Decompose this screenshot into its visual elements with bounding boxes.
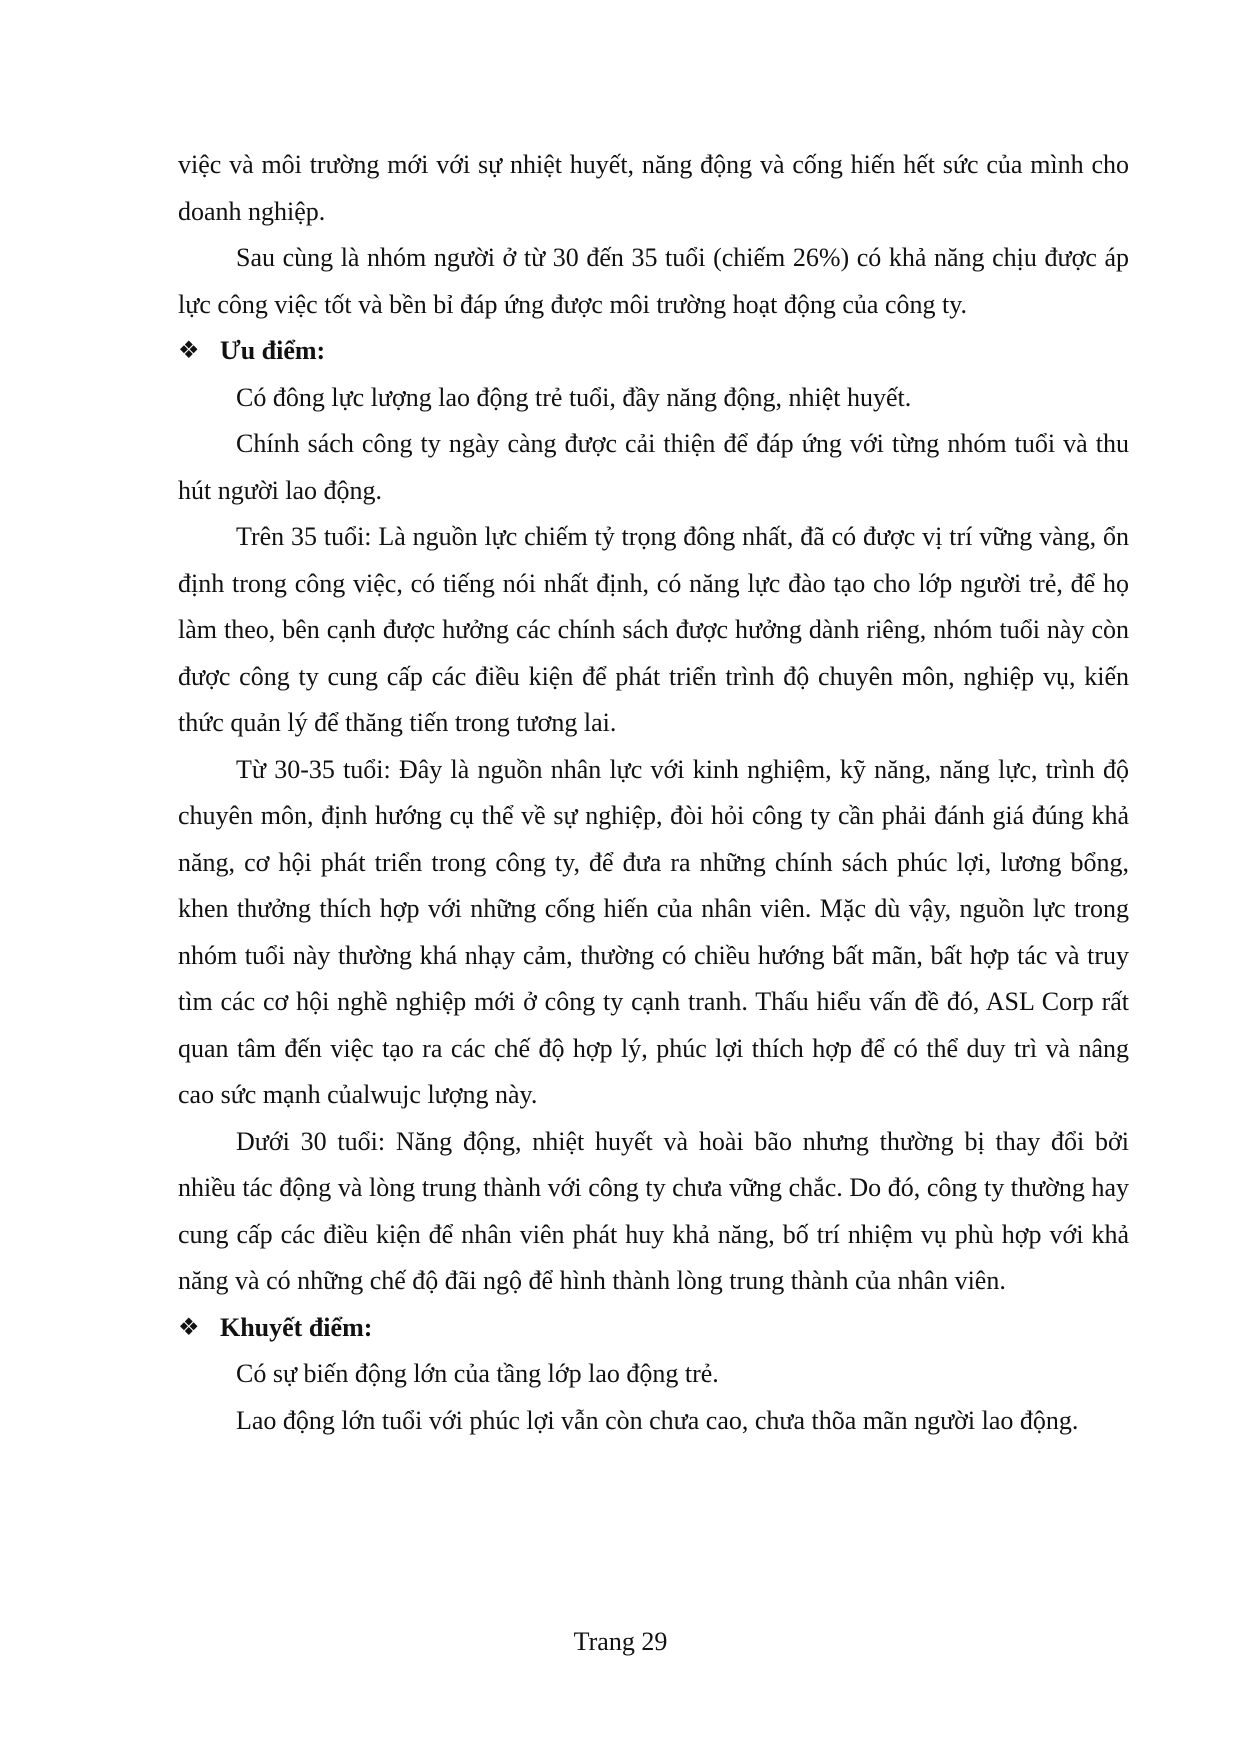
heading-advantages-label: Ưu điểm:: [220, 336, 326, 365]
page-number: Trang 29: [573, 1627, 668, 1656]
paragraph-over-35: Trên 35 tuổi: Là nguồn lực chiếm tỷ trọng đông nhất, đã có được vị trí vững vàng, ổn định trong công việc, có tiếng nói nhất định, có năng lực đào tạo cho lớp người trẻ, để họ làm theo, bên cạnh được hưởng các chính sách được hưởng dành riêng, nhóm tuổi này còn được công ty cung cấp các điều kiện để phát triển trình độ chuyên môn, nghiệp vụ, kiến thức quản lý để thăng tiến trong tương lai.: [178, 522, 1129, 737]
paragraph-continuation: việc và môi trường mới với sự nhiệt huyết, năng động và cống hiến hết sức của mình cho doanh nghiệp.: [178, 150, 1129, 226]
diamond-bullet-icon: ❖: [178, 1314, 200, 1341]
paragraph-young-volatility: Có sự biến động lớn của tầng lớp lao động trẻ.: [236, 1359, 719, 1388]
diamond-bullet-icon: ❖: [178, 338, 200, 364]
paragraph-company-policy: Chính sách công ty ngày càng được cải thiện để đáp ứng với từng nhóm tuổi và thu hút người lao động.: [178, 429, 1129, 505]
heading-advantages: [178, 328, 1129, 375]
paragraph-30-35: Từ 30-35 tuổi: Đây là nguồn nhân lực với kinh nghiệm, kỹ năng, năng lực, trình độ chuyên môn, định hướng cụ thể về sự nghiệp, đòi hỏi công ty cần phải đánh giá đúng khả năng, cơ hội phát triển trong công ty, để đưa ra những chính sách phúc lợi, lương bổng, khen thưởng thích hợp với những cống hiến của nhân viên. Mặc dù vậy, nguồn lực trong nhóm tuổi này thường khá nhạy cảm, thường có chiều hướng bất mãn, bất hợp tác và truy tìm các cơ hội nghề nghiệp mới ở công ty cạnh tranh. Thấu hiểu vấn đề đó, ASL Corp rất quan tâm đến việc tạo ra các chế độ hợp lý, phúc lợi thích hợp để có thể duy trì và nâng cao sức mạnh củalwujc lượng này.: [178, 754, 1129, 1109]
page-body: [178, 142, 1129, 1444]
heading-disadvantages: [178, 1305, 1129, 1352]
paragraph-under-30: Dưới 30 tuổi: Năng động, nhiệt huyết và hoài bão nhưng thường bị thay đổi bởi nhiều tác động và lòng trung thành với công ty chưa vững chắc. Do đó, công ty thường hay cung cấp các điều kiện để nhân viên phát huy khả năng, bố trí nhiệm vụ phù hợp với khả năng và có những chế độ đãi ngộ để hình thành lòng trung thành của nhân viên.: [178, 1126, 1129, 1295]
heading-disadvantages-label: Khuyết điểm:: [220, 1312, 373, 1342]
paragraph-older-benefits: Lao động lớn tuổi với phúc lợi vẫn còn chưa cao, chưa thõa mãn người lao động.: [236, 1405, 1079, 1435]
paragraph-age-30-35-summary: Sau cùng là nhóm người ở từ 30 đến 35 tuổi (chiếm 26%) có khả năng chịu được áp lực công việc tốt và bền bỉ đáp ứng được môi trường hoạt động của công ty.: [178, 243, 1129, 319]
paragraph-young-workforce: Có đông lực lượng lao động trẻ tuổi, đầy năng động, nhiệt huyết.: [236, 382, 912, 412]
